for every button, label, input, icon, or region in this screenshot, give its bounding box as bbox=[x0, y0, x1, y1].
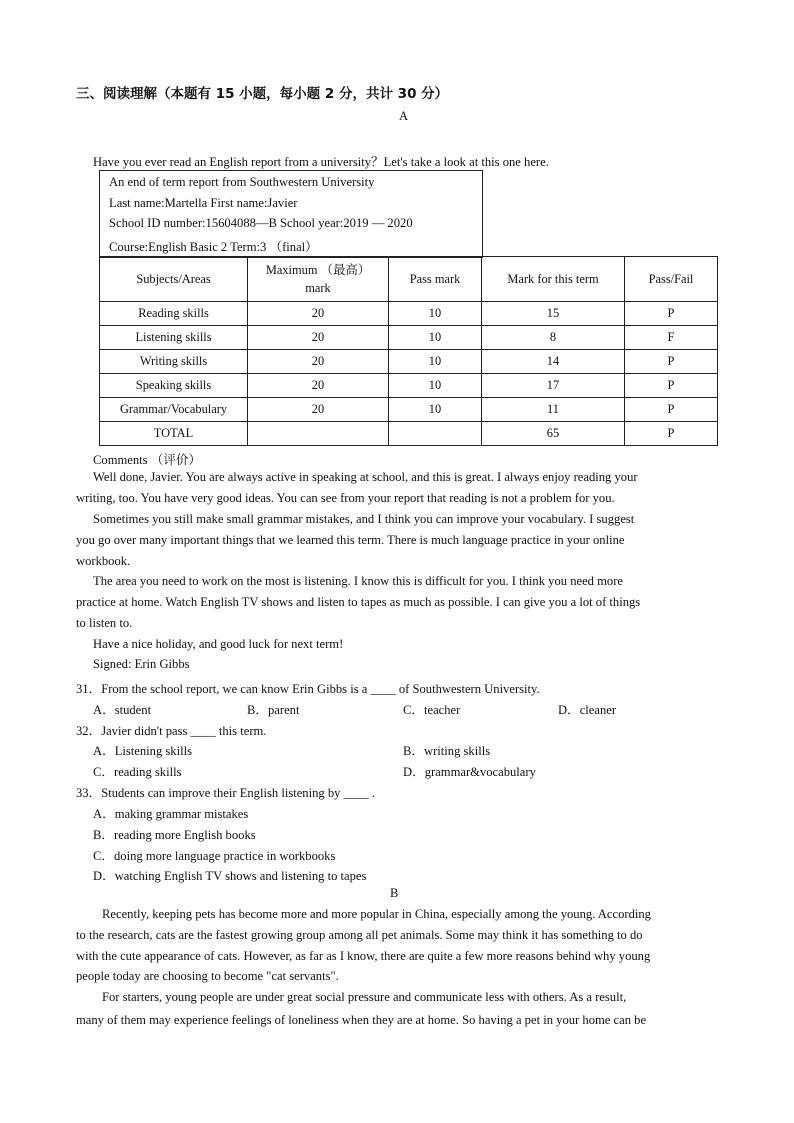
report-info-line: School ID number:15604088—B School year:2019 — 2020 bbox=[109, 216, 413, 230]
header-maximum-line2: mark bbox=[305, 281, 331, 295]
comments-line: practice at home. Watch English TV shows and listen to tapes as much as possible. I can give you a lot of things bbox=[76, 595, 641, 609]
cell-maximum: 20 bbox=[248, 350, 389, 374]
cell-pass-fail: F bbox=[625, 326, 718, 350]
header-term-mark: Mark for this term bbox=[482, 257, 625, 302]
table-header-row bbox=[100, 257, 718, 302]
report-info-line: Course:English Basic 2 Term:3 （final） bbox=[109, 240, 318, 254]
cell-pass-mark bbox=[389, 422, 482, 446]
cell-subject: Speaking skills bbox=[100, 374, 248, 398]
table-row-total bbox=[100, 422, 718, 446]
cell-pass-mark: 10 bbox=[389, 326, 482, 350]
question-33-stem: 33．Students can improve their English listening by ____ . bbox=[76, 786, 376, 800]
report-info-line: An end of term report from Southwestern University bbox=[109, 175, 375, 189]
report-info-line: Last name:Martella First name:Javier bbox=[109, 196, 298, 210]
question-32-option-b[interactable]: B．writing skills bbox=[403, 744, 491, 758]
header-subjects: Subjects/Areas bbox=[100, 257, 248, 302]
comments-line: you go over many important things that we learned this term. There is much language practice in your online bbox=[76, 533, 625, 547]
question-33-option-c[interactable]: C．doing more language practice in workbooks bbox=[93, 849, 336, 863]
cell-pass-fail: P bbox=[625, 302, 718, 326]
passage-b-line: Recently, keeping pets has become more and more popular in China, especially among the young. According bbox=[102, 907, 651, 921]
comments-line: to listen to. bbox=[76, 616, 133, 630]
cell-pass-mark: 10 bbox=[389, 302, 482, 326]
question-33-option-a[interactable]: A．making grammar mistakes bbox=[93, 807, 249, 821]
table-row bbox=[100, 302, 718, 326]
passage-a-intro: Have you ever read an English report from a university？Let's take a look at this one here. bbox=[93, 155, 549, 169]
cell-pass-fail: P bbox=[625, 398, 718, 422]
question-31-stem: 31．From the school report, we can know Erin Gibbs is a ____ of Southwestern University. bbox=[76, 682, 540, 696]
cell-pass-mark: 10 bbox=[389, 398, 482, 422]
header-pass-fail: Pass/Fail bbox=[625, 257, 718, 302]
cell-term-mark: 14 bbox=[482, 350, 625, 374]
question-32-option-a[interactable]: A．Listening skills bbox=[93, 744, 193, 758]
passage-b-line: people today are choosing to become "cat servants". bbox=[76, 969, 339, 983]
cell-maximum bbox=[248, 422, 389, 446]
cell-pass-mark: 10 bbox=[389, 374, 482, 398]
cell-pass-fail: P bbox=[625, 350, 718, 374]
cell-term-mark: 8 bbox=[482, 326, 625, 350]
cell-maximum: 20 bbox=[248, 326, 389, 350]
passage-b-label: B bbox=[390, 886, 399, 900]
table-row bbox=[100, 398, 718, 422]
passage-b-line: For starters, young people are under great social pressure and communicate less with others. As a result, bbox=[102, 990, 627, 1004]
cell-term-mark: 11 bbox=[482, 398, 625, 422]
comments-line: Sometimes you still make small grammar mistakes, and I think you can improve your vocabulary. I suggest bbox=[93, 512, 635, 526]
cell-term-mark: 65 bbox=[482, 422, 625, 446]
cell-term-mark: 15 bbox=[482, 302, 625, 326]
cell-subject: Reading skills bbox=[100, 302, 248, 326]
cell-subject: Writing skills bbox=[100, 350, 248, 374]
question-32-stem: 32．Javier didn't pass ____ this term. bbox=[76, 724, 267, 738]
report-table bbox=[99, 256, 718, 446]
cell-subject: Grammar/Vocabulary bbox=[100, 398, 248, 422]
cell-pass-fail: P bbox=[625, 422, 718, 446]
question-31-option-a[interactable]: A．student bbox=[93, 703, 152, 717]
comments-line: writing, too. You have very good ideas. You can see from your report that reading is not a problem for you. bbox=[76, 491, 615, 505]
passage-b-line: to the research, cats are the fastest growing group among all pet animals. Some may think it has something to do bbox=[76, 928, 643, 942]
passage-b-line: with the cute appearance of cats. However, as far as I know, there are quite a few more reasons behind why young bbox=[76, 949, 651, 963]
question-33-option-b[interactable]: B．reading more English books bbox=[93, 828, 256, 842]
cell-subject: Listening skills bbox=[100, 326, 248, 350]
cell-pass-mark: 10 bbox=[389, 350, 482, 374]
section-title: 三、阅读理解（本题有 15 小题，每小题 2 分，共计 30 分） bbox=[76, 86, 449, 102]
question-32-option-c[interactable]: C．reading skills bbox=[93, 765, 182, 779]
question-31-option-b[interactable]: B．parent bbox=[247, 703, 300, 717]
header-maximum-line1: Maximum （最高） bbox=[265, 263, 371, 277]
signature-line: Signed: Erin Gibbs bbox=[93, 657, 190, 671]
cell-maximum: 20 bbox=[248, 374, 389, 398]
header-maximum bbox=[248, 257, 389, 302]
question-32-option-d[interactable]: D．grammar&vocabulary bbox=[403, 765, 536, 779]
header-pass-mark: Pass mark bbox=[389, 257, 482, 302]
comments-line: Have a nice holiday, and good luck for next term! bbox=[93, 637, 344, 651]
cell-pass-fail: P bbox=[625, 374, 718, 398]
question-31-option-c[interactable]: C．teacher bbox=[403, 703, 461, 717]
question-33-option-d[interactable]: D．watching English TV shows and listening to tapes bbox=[93, 869, 367, 883]
table-row bbox=[100, 374, 718, 398]
cell-maximum: 20 bbox=[248, 302, 389, 326]
question-31-option-d[interactable]: D．cleaner bbox=[558, 703, 617, 717]
cell-maximum: 20 bbox=[248, 398, 389, 422]
table-row bbox=[100, 326, 718, 350]
comments-line: workbook. bbox=[76, 554, 131, 568]
passage-a-label: A bbox=[399, 109, 409, 123]
comments-heading: Comments （评价） bbox=[93, 453, 202, 467]
comments-line: Well done, Javier. You are always active in speaking at school, and this is great. I always enjoy reading your bbox=[93, 470, 638, 484]
table-row bbox=[100, 350, 718, 374]
passage-b-line: many of them may experience feelings of loneliness when they are at home. So having a pet in your home can be bbox=[76, 1013, 647, 1027]
cell-subject: TOTAL bbox=[100, 422, 248, 446]
cell-term-mark: 17 bbox=[482, 374, 625, 398]
comments-line: The area you need to work on the most is listening. I know this is difficult for you. I think you need more bbox=[93, 574, 624, 588]
